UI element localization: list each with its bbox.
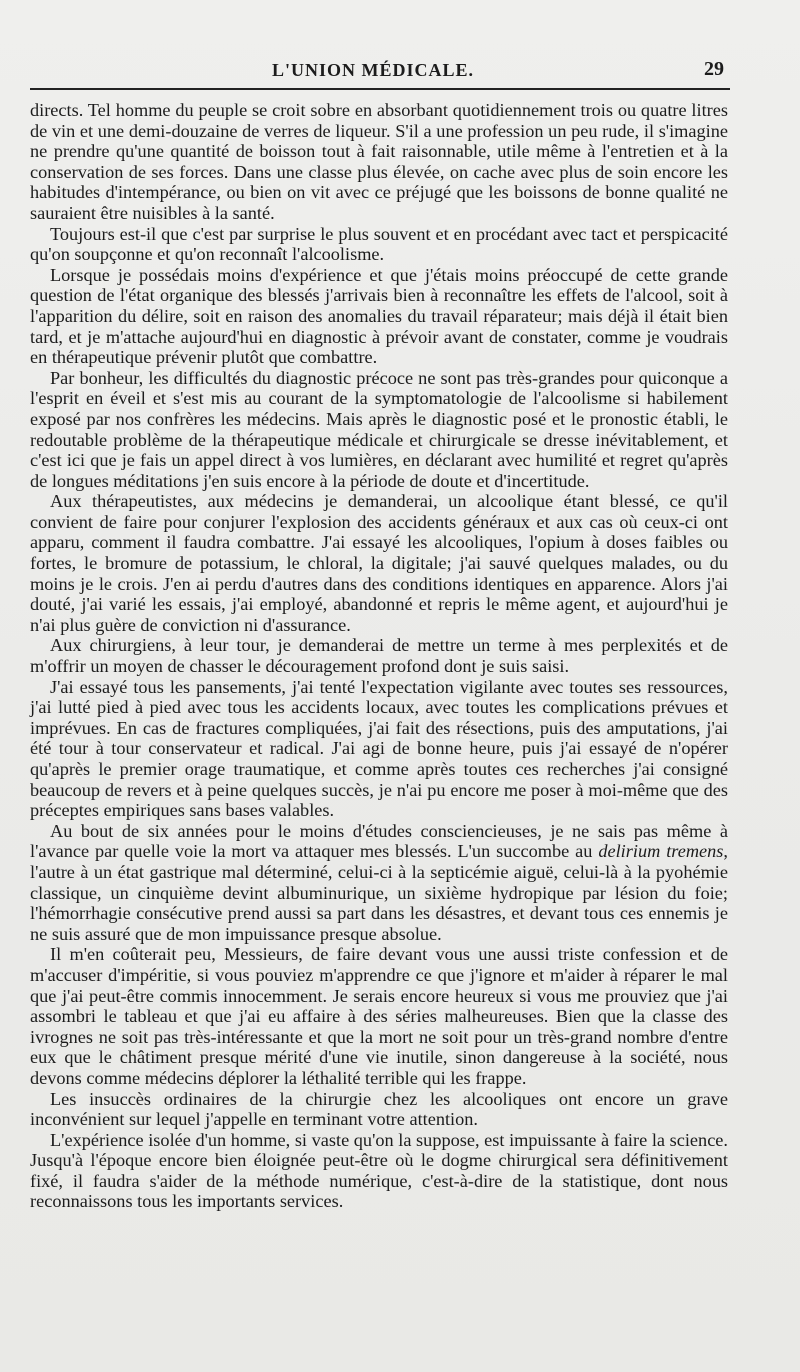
paragraph-text: , l'autre à un état gastrique mal déterminé, celui-ci à la septicémie aiguë, celui-là à la pyohémie classique, un cinquième devint albuminurique, un sixième hydropique par lésion du foie; l'hémorrhagie consécutive prend aussi sa part dans les désastres, et devant tous ces ennemis je ne suis assuré que de mon impuissance presque absolue. (30, 841, 728, 944)
paragraph: L'expérience isolée d'un homme, si vaste qu'on la suppose, est impuissante à faire la science. Jusqu'à l'époque encore bien éloignée peut-être où le dogme chirurgical sera définitivement fixé, il faudra s'aider de la méthode numérique, c'est-à-dire de la statistique, dont nous reconnaissons tous les importants services. (30, 1129, 728, 1212)
paragraph (30, 821, 728, 945)
paragraph: Par bonheur, les difficultés du diagnostic précoce ne sont pas très-grandes pour quiconque a l'esprit en éveil et s'est mis au courant de la symptomatologie de l'alcoolisme si habilement exposé par nos confrères les médecins. Mais après le diagnostic posé et le pronostic établi, le redoutable problème de la thérapeutique médicale et chirurgicale se dresse inévitablement, et c'est ici que je fais un appel direct à vos lumières, en déclarant avec humilité et regret qu'après de longues méditations j'en suis encore à la période de doute et d'incertitude. (30, 367, 728, 491)
body-text (30, 100, 728, 1212)
paragraph-text: Au bout de six années pour le moins d'études consciencieuses, je ne sais pas même à l'avance par quelle voie la mort va attaquer mes blessés. L'un succombe au (30, 820, 728, 862)
header-rule (30, 88, 730, 90)
paragraph: directs. Tel homme du peuple se croit sobre en absorbant quotidiennement trois ou quatre litres de vin et une demi-douzaine de verres de liqueur. S'il a une profession un peu rude, il s'imagine ne prendre qu'une quantité de boisson tout à fait raisonnable, utile même à l'entretien et à la conservation de ses forces. Dans une classe plus élevée, on cache avec plus de soin encore les habitudes d'intempérance, ou bien on vit avec ce préjugé que les boissons de bonne qualité ne sauraient être nuisibles à la santé. (30, 100, 728, 223)
paragraph: Aux thérapeutistes, aux médecins je demanderai, un alcoolique étant blessé, ce qu'il convient de faire pour conjurer l'explosion des accidents généraux et aux cas où ceux-ci ont apparu, comment il faudra combattre. J'ai essayé les alcooliques, l'opium à doses faibles ou fortes, le bromure de potassium, le chloral, la digitale; j'ai sauvé quelques malades, ou du moins je le crois. J'en ai perdu d'autres dans des conditions identiques en apparence. Alors j'ai douté, j'ai varié les essais, j'ai employé, abandonné et repris le même agent, et aujourd'hui je n'ai plus guère de conviction ni d'assurance. (30, 491, 728, 635)
page-number: 29 (704, 58, 724, 80)
paragraph: Il m'en coûterait peu, Messieurs, de faire devant vous une aussi triste confession et de m'accuser d'impéritie, si vous pouviez m'apprendre ce que j'ignore et m'aider à réparer le mal que j'ai peut-être commis innocemment. Je serais encore heureux si vous me prouviez que j'ai assombri le tableau et que j'ai eu affaire à des séries malheureuses. Bien que la classe des ivrognes ne soit pas très-intéressante et que la mort ne soit pour un très-grand nombre d'entre eux que le châtiment presque mérité d'une vie inutile, sinon dangereuse à la société, nous devons comme médecins déplorer la léthalité terrible qui les frappe. (30, 944, 728, 1088)
paragraph: Toujours est-il que c'est par surprise le plus souvent et en procédant avec tact et perspicacité qu'on soupçonne et qu'on reconnaît l'alcoolisme. (30, 223, 728, 265)
running-head (0, 58, 800, 84)
running-title: L'UNION MÉDICALE. (271, 60, 475, 80)
paragraph: Lorsque je possédais moins d'expérience et que j'étais moins préoccupé de cette grande question de l'état organique des blessés j'arrivais bien à reconnaître les effets de l'alcool, soit à l'apparition du délire, soit en raison des anomalies du travail réparateur; mais déjà il était bien tard, et je m'attache aujourd'hui en diagnostic à prévoir avant de constater, comme je voudrais en thérapeutique prévenir plutôt que combattre. (30, 264, 728, 368)
paragraph: Aux chirurgiens, à leur tour, je demanderai de mettre un terme à mes perplexités et de m'offrir un moyen de chasser le découragement profond dont je suis saisi. (30, 635, 728, 677)
paragraph: J'ai essayé tous les pansements, j'ai tenté l'expectation vigilante avec toutes ses ressources, j'ai lutté pied à pied avec tous les accidents locaux, avec toutes les complications prévues et imprévues. En cas de fractures compliquées, j'ai fait des résections, puis des amputations, j'ai été tour à tour conservateur et radical. J'ai agi de bonne heure, puis j'ai essayé de n'opérer qu'après le premier orage traumatique, et comme après toutes ces recherches j'ai consigné beaucoup de revers et à peine quelques succès, je n'ai pu encore me poser à moi-même que des préceptes empiriques sans bases valables. (30, 676, 728, 821)
italic-term: delirium tremens (598, 841, 724, 862)
paragraph: Les insuccès ordinaires de la chirurgie chez les alcooliques ont encore un grave inconvénient sur lequel j'appelle en terminant votre attention. (30, 1088, 728, 1130)
